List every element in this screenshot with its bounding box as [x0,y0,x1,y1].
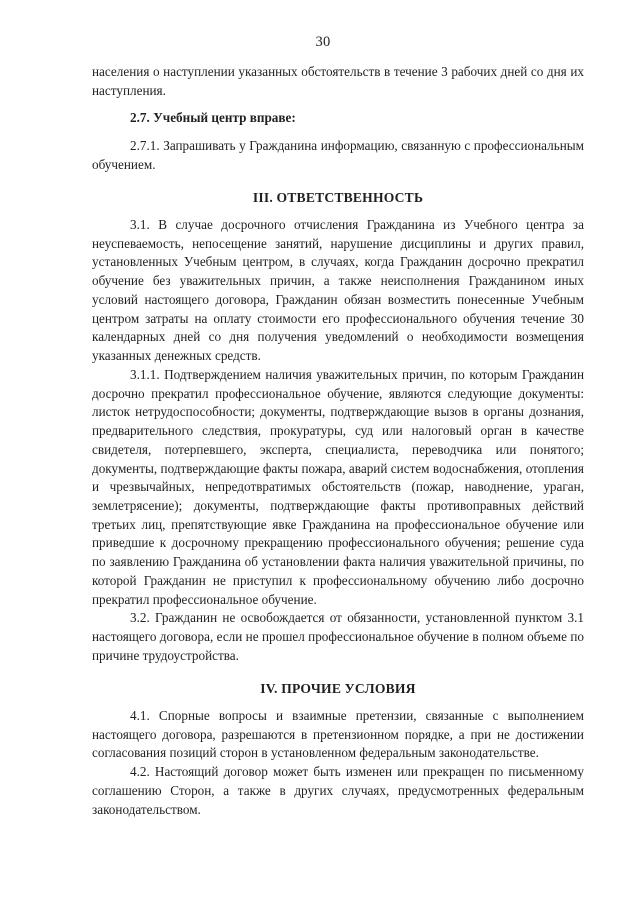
document-body [92,63,584,819]
section-heading-iii: III. ОТВЕТСТВЕННОСТЬ [252,189,424,205]
section-heading-iv: IV. ПРОЧИЕ УСЛОВИЯ [260,680,416,696]
clause-3-1: 3.1. В случае досрочного отчисления Гражданина из Учебного центра за неуспеваемость, непосещение занятий, нарушение дисциплины и других правил, установленных Учебным центром, в случаях, когда Гражданин досрочно прекратил обучение без уважительных причин, а также неисполнения Гражданином иных условий настоящего договора, Гражданин обязан возместить понесенные Учебным центром затраты на оплату стоимости его профессионального обучения течение 30 календарных дней со дня получения уведомлений о необходимости возмещения указанных денежных средств. [92,216,584,364]
clause-4-2: 4.2. Настоящий договор может быть изменен или прекращен по письменному соглашению Сторон, а также в других случаях, предусмотренных федеральным законодательством. [92,764,584,817]
paragraph-continuation: населения о наступлении указанных обстоятельств в течение 3 рабочих дней со дня их наступления. [92,64,584,98]
clause-4-1: 4.1. Спорные вопросы и взаимные претензии, связанные с выполнением настоящего договора, разрешаются в претензионном порядке, а при не достижении согласования позиций сторон в установленном федеральным законодательстве. [92,707,584,761]
clause-3-2: 3.2. Гражданин не освобождается от обязанности, установленной пунктом 3.1 настоящего договора, если не прошел профессиональное обучение в полном объеме по причине трудоустройства. [92,610,584,663]
clause-3-1-1: 3.1.1. Подтверждением наличия уважительных причин, по которым Гражданин досрочно прекратил профессиональное обучение, являются следующие документы: листок нетрудоспособности; документы, подтверждающие вызов в органы дознания, предварительного следствия, прокуратуры, суд или налоговый орган в качестве свидетеля, потерпевшего, эксперта, специалиста, переводчика или понятого; документы, подтверждающие факты пожара, аварий систем водоснабжения, отопления и чрезвычайных, непредотвратимых обстоятельств (пожар, наводнение, ураган, землетрясение); документы, подтверждающие факты противоправных действий третьих лиц, препятствующие явке Гражданина на профессиональное обучение или приведшие к досрочному прекращению профессионального обучения; решение суда по заявлению Гражданина об установлении факта наличия уважительной причины, по которой Гражданин не приступил к профессиональному обучению либо досрочно прекратил профессиональное обучение. [92,366,584,607]
clause-2-7-1: 2.7.1. Запрашивать у Гражданина информацию, связанную с профессиональным обучением. [92,138,584,172]
page-number: 30 [315,34,331,50]
clause-2-7-heading: 2.7. Учебный центр вправе: [130,110,296,126]
